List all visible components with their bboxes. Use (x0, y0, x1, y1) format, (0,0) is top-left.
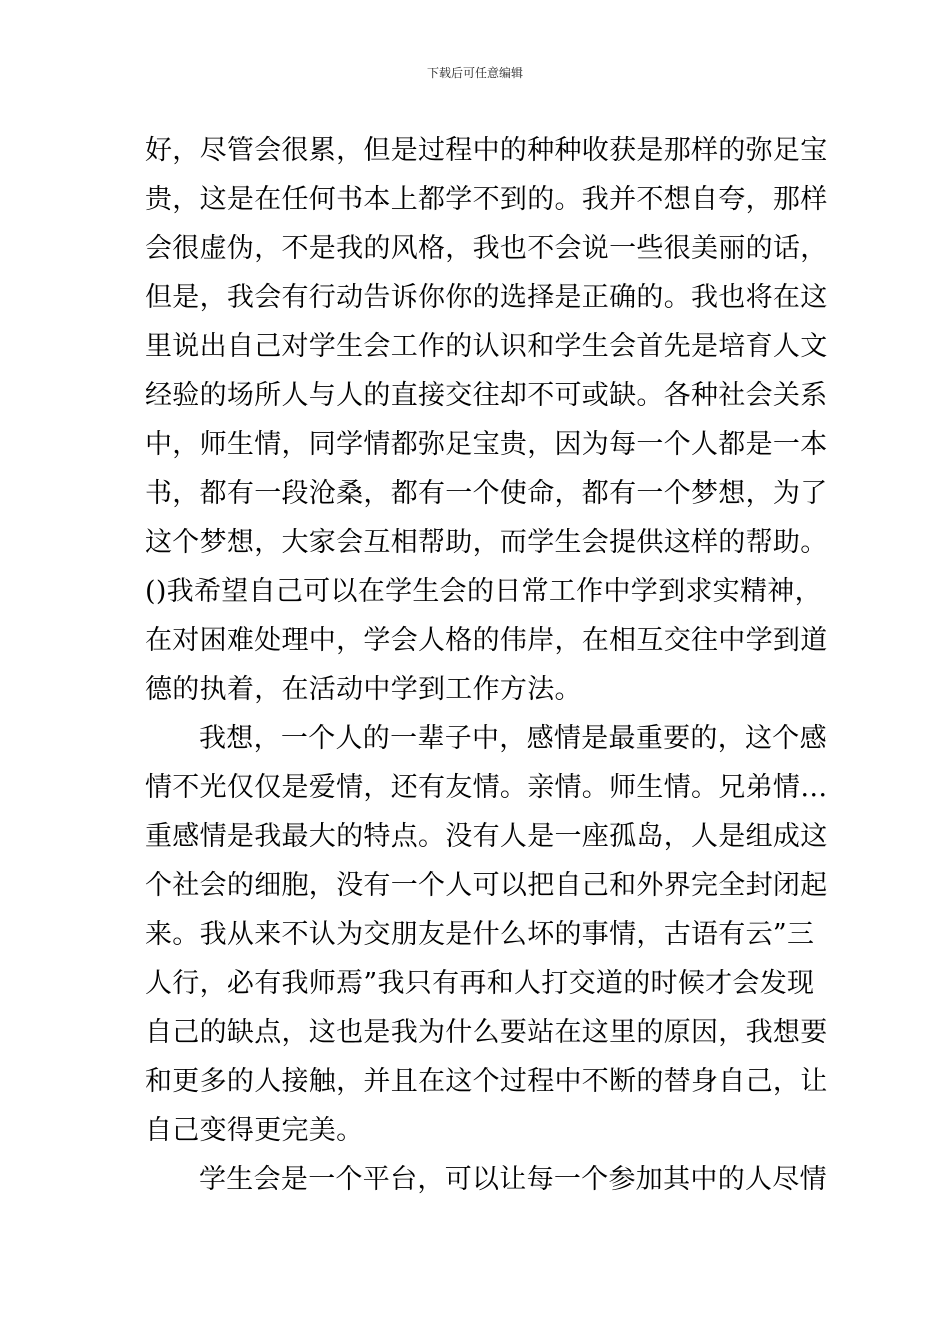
text-line: 我想，一个人的一辈子中，感情是最重要的，这个感 (199, 723, 827, 754)
text-line: 情不光仅仅是爱情，还有友情。亲情。师生情。兄弟情… (145, 772, 828, 803)
text-line: 个社会的细胞，没有一个人可以把自己和外界完全封闭起 (145, 870, 828, 901)
text-line: 这个梦想，大家会互相帮助，而学生会提供这样的帮助。 (145, 527, 828, 558)
text-line: 重感情是我最大的特点。没有人是一座孤岛，人是组成这 (145, 821, 828, 852)
header-note: 下载后可任意编辑 (426, 66, 523, 80)
text-line: 但是，我会有行动告诉你你的选择是正确的。我也将在这 (145, 282, 828, 313)
text-line: 学生会是一个平台，可以让每一个参加其中的人尽情 (199, 1164, 827, 1195)
text-line: ()我希望自己可以在学生会的日常工作中学到求实精神， (145, 576, 822, 607)
paragraph-1 (145, 126, 828, 714)
body-text (145, 126, 828, 1204)
text-line: 会很虚伪，不是我的风格，我也不会说一些很美丽的话， (145, 233, 828, 264)
text-line: 书，都有一段沧桑，都有一个使命，都有一个梦想，为了 (145, 478, 828, 509)
text-line: 和更多的人接触，并且在这个过程中不断的替身自己，让 (145, 1066, 828, 1097)
text-line: 德的执着，在活动中学到工作方法。 (145, 674, 582, 705)
text-line: 好，尽管会很累，但是过程中的种种收获是那样的弥足宝 (145, 135, 828, 166)
text-line: 经验的场所人与人的直接交往却不可或缺。各种社会关系 (145, 380, 828, 411)
paragraph-3 (145, 1155, 827, 1204)
text-line: 贵，这是在任何书本上都学不到的。我并不想自夸，那样 (145, 184, 828, 215)
text-line: 中，师生情，同学情都弥足宝贵，因为每一个人都是一本 (145, 429, 828, 460)
text-line: 来。我从来不认为交朋友是什么坏的事情，古语有云”三 (145, 919, 815, 950)
text-line: 在对困难处理中，学会人格的伟岸，在相互交往中学到道 (145, 625, 828, 656)
paragraph-2 (145, 714, 828, 1155)
text-line: 里说出自己对学生会工作的认识和学生会首先是培育人文 (145, 331, 828, 362)
text-line: 自己的缺点，这也是我为什么要站在这里的原因，我想要 (145, 1017, 828, 1048)
text-line: 自己变得更完美。 (145, 1115, 364, 1146)
text-line: 人行，必有我师焉”我只有再和人打交道的时候才会发现 (145, 968, 815, 999)
